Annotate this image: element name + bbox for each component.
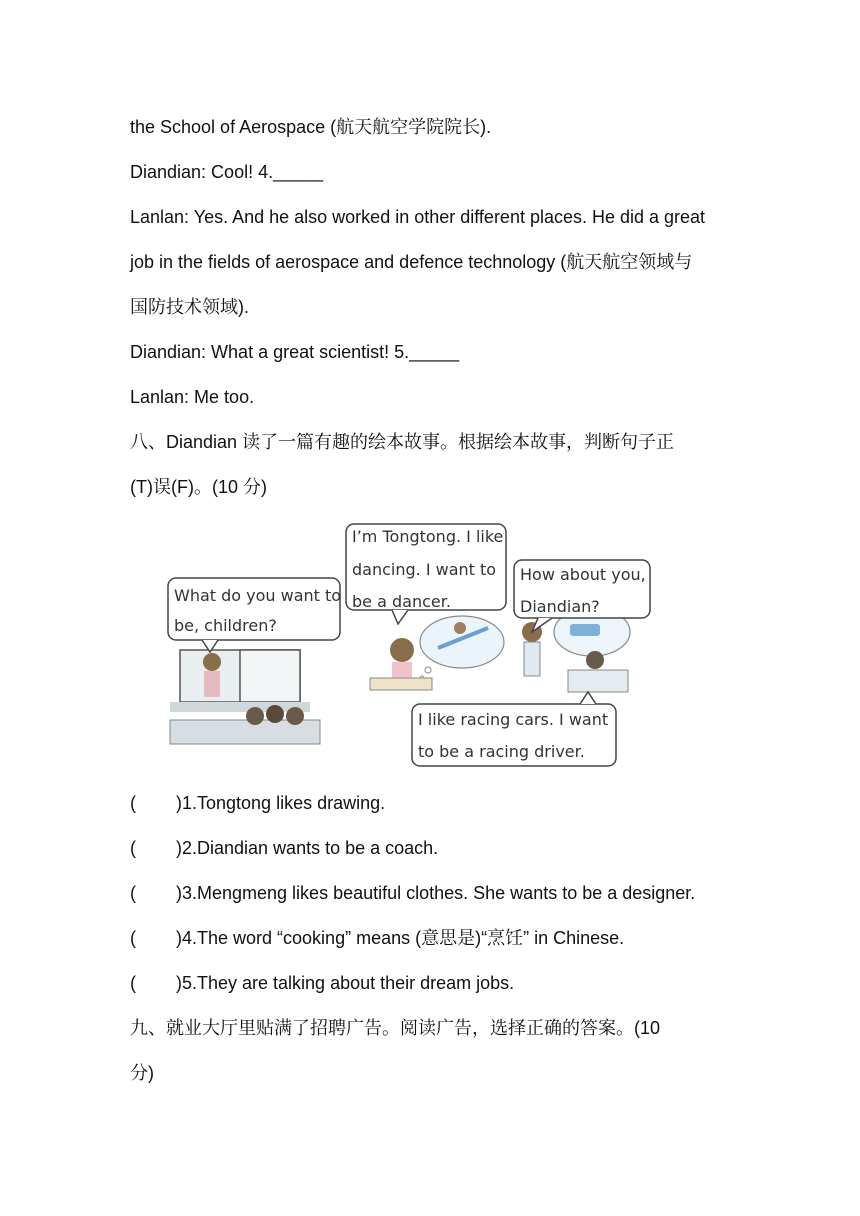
diandian-bubble (412, 692, 616, 766)
story-illustration (160, 520, 660, 770)
classroom-scene (170, 650, 320, 744)
section8-heading-cont: (T)误(F)。(10 分) (130, 477, 267, 497)
question-text: )2.Diandian wants to be a coach. (176, 838, 439, 858)
dialogue-line-3: Lanlan: Yes. And he also worked in other different places. He did a great (130, 207, 706, 227)
answer-blank[interactable]: ( (130, 838, 136, 858)
answer-blank[interactable]: ( (130, 793, 136, 813)
diandian-bubble-line-1: I like racing cars. I want (418, 710, 609, 729)
question-5 (130, 971, 514, 995)
dialogue-line-6: Diandian: What a great scientist! 5._____ (130, 342, 460, 362)
question-1 (130, 791, 385, 815)
answer-blank[interactable]: ( (130, 928, 136, 948)
dialogue-line-7: Lanlan: Me too. (130, 387, 255, 407)
dialogue-line-1: the School of Aerospace (航天航空学院院长). (130, 117, 492, 137)
answer-blank[interactable]: ( (130, 973, 136, 993)
dialogue-line-4: job in the fields of aerospace and defence technology (航天航空领域与 (130, 252, 693, 272)
teacher-bubble (168, 578, 341, 652)
answer-blank[interactable]: ( (130, 883, 136, 903)
teacher-bubble-line-1: What do you want to (174, 586, 342, 605)
question-text: )4.The word “cooking” means (意思是)“烹饪” in Chinese. (176, 928, 625, 948)
tongtong-bubble-line-1: I’m Tongtong. I like (352, 527, 504, 546)
dialogue-line-2: Diandian: Cool! 4._____ (130, 162, 324, 182)
question-3 (130, 881, 695, 905)
dialogue-line-5: 国防技术领域). (130, 297, 249, 317)
tongtong-scene (370, 616, 504, 690)
tongtong-bubble-line-2: dancing. I want to (352, 560, 497, 579)
question-2 (130, 836, 438, 860)
section9-heading: 九、就业大厅里贴满了招聘广告。阅读广告，选择正确的答案。(10 (130, 1018, 661, 1038)
teacher2-bubble-line-2: Diandian? (520, 597, 600, 616)
teacher2-bubble-line-1: How about you, (520, 565, 646, 584)
tongtong-bubble (346, 524, 506, 624)
question-4 (130, 926, 624, 950)
tongtong-bubble-line-3: be a dancer. (352, 592, 451, 611)
diandian-bubble-line-2: to be a racing driver. (418, 742, 585, 761)
section9-heading-cont: 分) (130, 1063, 154, 1083)
question-text: )1.Tongtong likes drawing. (176, 793, 386, 813)
question-text: )5.They are talking about their dream jobs. (176, 973, 515, 993)
section8-heading: 八、Diandian 读了一篇有趣的绘本故事。根据绘本故事，判断句子正 (130, 432, 675, 452)
question-text: )3.Mengmeng likes beautiful clothes. She wants to be a designer. (176, 883, 696, 903)
teacher-bubble-line-2: be, children? (174, 616, 277, 635)
